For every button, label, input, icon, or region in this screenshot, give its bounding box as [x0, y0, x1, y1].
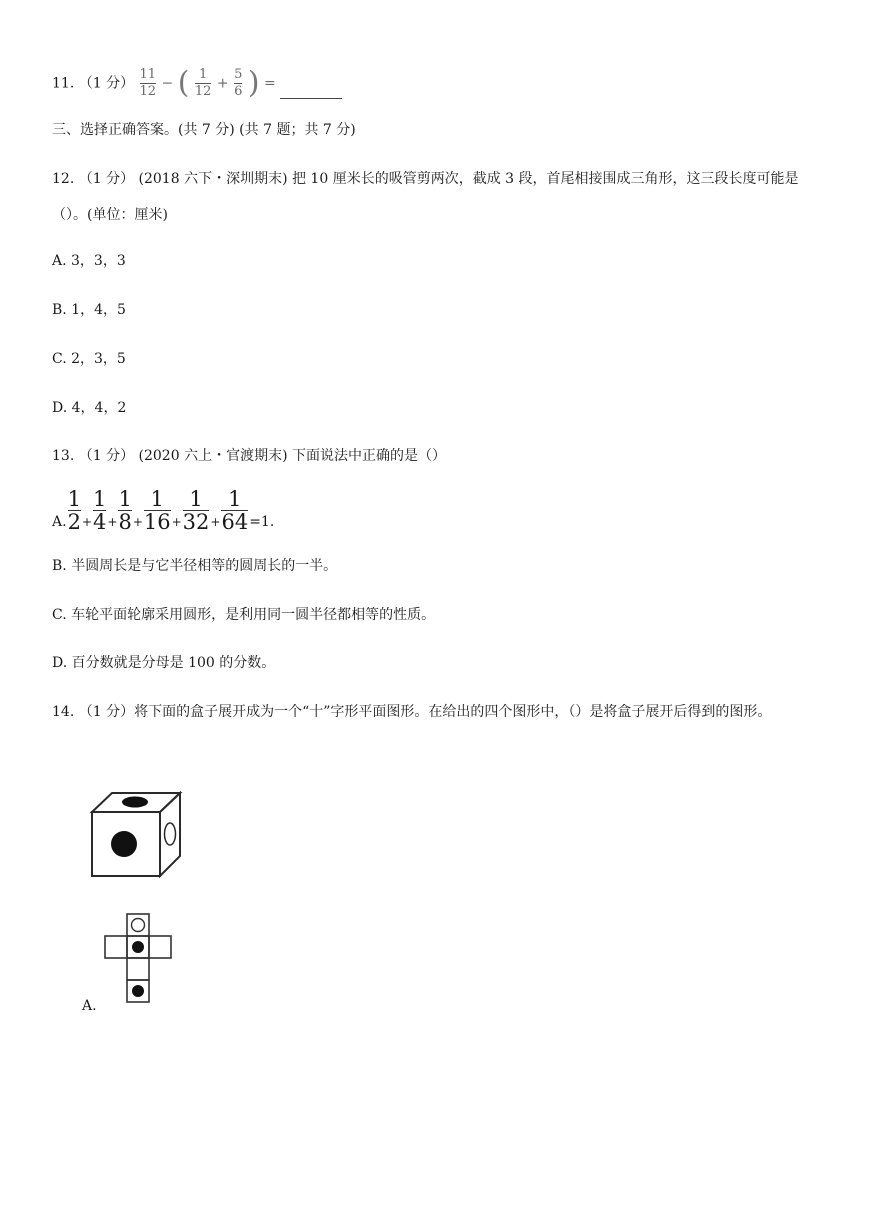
q11-score: （1 分） [78, 75, 135, 92]
fraction-denominator: 32 [182, 509, 210, 534]
fraction-numerator: 1 [150, 486, 164, 511]
section-3-title: 三、选择正确答案。(共 7 分) (共 7 题；共 7 分) [52, 122, 356, 138]
q13-option-a-prefix: A. [52, 514, 67, 530]
q14-option-a-label[interactable]: A. [82, 998, 97, 1014]
question-13-stem: 13. （1 分） (2020 六上・官渡期末) 下面说法中正确的是（） [52, 448, 446, 464]
fraction-numerator: 1 [93, 486, 107, 511]
fraction-numerator: 1 [118, 486, 132, 511]
q13-fraction [118, 486, 132, 534]
q11-right-paren: ) [247, 65, 260, 101]
q11-left-paren: ( [177, 65, 190, 101]
fraction-denominator: 8 [118, 509, 132, 534]
net-square-lower [127, 958, 149, 980]
q13-option-d[interactable]: D. 百分数就是分母是 100 的分数。 [52, 655, 276, 671]
question-11 [52, 65, 342, 101]
q13-fraction [221, 486, 249, 534]
black-circle-icon [132, 985, 144, 997]
fraction-numerator: 1 [228, 486, 242, 511]
q11-fraction-2: $\frac{1}{12}$ [194, 67, 212, 99]
q13-plus-sign: + [171, 515, 182, 529]
q13-option-c[interactable]: C. 车轮平面轮廓采用圆形，是利用同一圆半径都相等的性质。 [52, 607, 436, 623]
fraction-numerator: 1 [189, 486, 203, 511]
top-black-oval-icon [122, 797, 148, 808]
q12-option-c[interactable]: C. 2，3，5 [52, 351, 126, 367]
net-square-left [105, 936, 127, 958]
q11-equals: = [263, 75, 276, 92]
q13-fraction [67, 486, 81, 534]
q13-plus-sign: + [132, 515, 143, 529]
q13-fraction [143, 486, 171, 534]
side-white-oval-icon [165, 823, 176, 845]
fraction-denominator: 16 [143, 509, 171, 534]
q13-plus-sign: + [210, 515, 221, 529]
q13-plus-sign: + [107, 515, 118, 529]
q13-option-a-suffix: =1. [249, 514, 275, 530]
q13-fraction [182, 486, 210, 534]
q11-plus: + [216, 75, 229, 92]
question-12-stem: 12. （1 分） (2018 六下・深圳期末) 把 10 厘米长的吸管剪两次，截成 3 段，首尾相接围成三角形，这三段长度可能是（）。(单位：厘米) [52, 171, 799, 223]
fraction-denominator: 4 [93, 509, 107, 534]
box-cube-figure [88, 790, 188, 880]
fraction-denominator: 2 [67, 509, 81, 534]
net-figure-a[interactable] [102, 911, 174, 1007]
fraction-denominator: 64 [221, 509, 249, 534]
net-square-right [149, 936, 171, 958]
white-circle-icon [132, 919, 145, 932]
q13-fraction [93, 486, 107, 534]
q11-number: 11. [52, 75, 75, 92]
question-14-stem: 14. （1 分）将下面的盒子展开成为一个“十”字形平面图形。在给出的四个图形中，（）是将盒子展开后得到的图形。 [52, 704, 772, 720]
cube-right-face [160, 793, 180, 876]
q12-option-b[interactable]: B. 1，4，5 [52, 302, 126, 318]
q12-option-d[interactable]: D. 4，4，2 [52, 400, 127, 416]
q13-option-b[interactable]: B. 半圆周长是与它半径相等的圆周长的一半。 [52, 558, 338, 574]
q11-answer-blank[interactable] [280, 82, 342, 99]
q11-minus: − [161, 75, 174, 92]
q13-option-a[interactable] [52, 488, 274, 544]
fraction-numerator: 1 [67, 486, 81, 511]
front-black-circle-icon [111, 831, 137, 857]
black-circle-icon [132, 941, 144, 953]
q11-fraction-1: $\frac{11}{12}$ [139, 67, 157, 99]
q13-option-a-fractions [67, 486, 250, 534]
q12-option-a[interactable]: A. 3，3，3 [52, 253, 126, 269]
q11-fraction-3: $\frac{5}{6}$ [234, 67, 243, 99]
q13-plus-sign: + [81, 515, 92, 529]
